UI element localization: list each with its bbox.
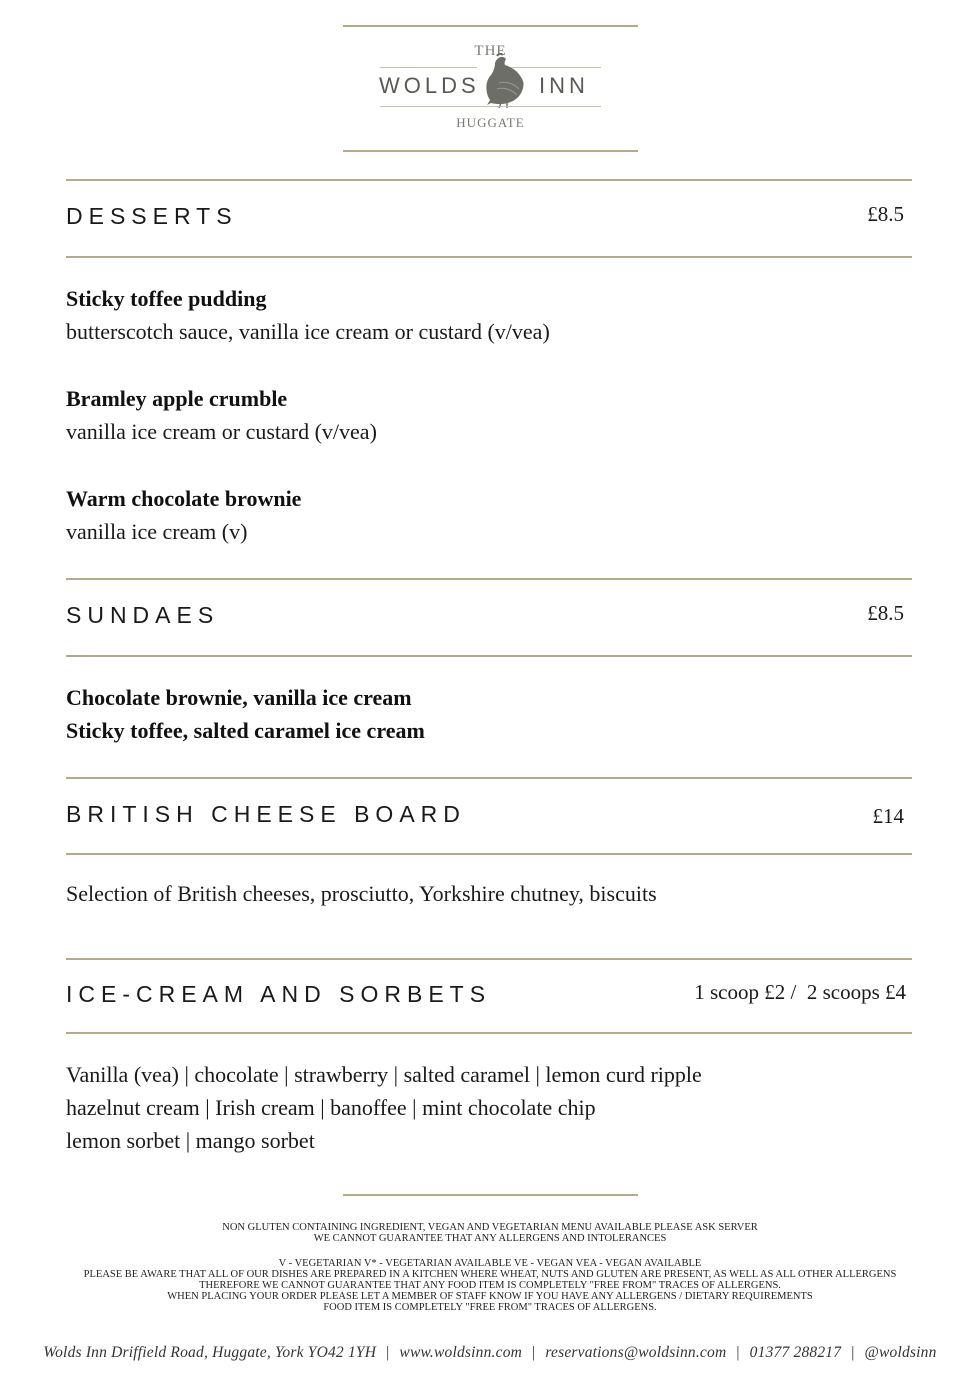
footer-email[interactable]: reservations@woldsinn.com (545, 1344, 727, 1361)
section-rule (66, 958, 912, 960)
notice-line: WHEN PLACING YOUR ORDER PLEASE LET A MEMBER OF STAFF KNOW IF YOU HAVE ANY ALLERGENS / DIETARY REQUIREMENTS (167, 1291, 813, 1302)
notice-line: THEREFORE WE CANNOT GUARANTEE THAT ANY FOOD ITEM IS COMPLETELY "FREE FROM" TRACES OF ALLERGENS. (199, 1280, 781, 1291)
quail-icon (481, 53, 531, 109)
dessert-desc: vanilla ice cream (v) (66, 519, 248, 544)
desserts-heading: DESSERTS (66, 203, 238, 229)
notice-line: NON GLUTEN CONTAINING INGREDIENT, VEGAN AND VEGETARIAN MENU AVAILABLE PLEASE ASK SERVER (222, 1222, 758, 1233)
notice-line: V - VEGETARIAN V* - VEGETARIAN AVAILABLE VE - VEGAN VEA - VEGAN AVAILABLE (278, 1258, 702, 1269)
icecream-heading: ICE-CREAM AND SORBETS (66, 981, 492, 1007)
section-rule (66, 1032, 912, 1034)
notice-line: FOOD ITEM IS COMPLETELY "FREE FROM" TRACES OF ALLERGENS. (323, 1302, 657, 1313)
logo-inner-line (380, 106, 601, 107)
notice-line: PLEASE BE AWARE THAT ALL OF OUR DISHES ARE PREPARED IN A KITCHEN WHERE WHEAT, NUTS AND GLUTEN ARE PRESENT, AS WELL AS ALL OTHER ALLERGENS (83, 1269, 897, 1280)
footer-separator: | (532, 1344, 536, 1361)
cheese-heading: BRITISH CHEESE BOARD (66, 801, 466, 827)
section-rule (66, 256, 912, 258)
sundaes-heading: SUNDAES (66, 602, 220, 628)
footer-separator: | (386, 1344, 390, 1361)
contact-footer (0, 1344, 980, 1362)
allergen-notice (0, 1222, 980, 1244)
section-rule (66, 578, 912, 580)
icecream-flavours: Vanilla (vea) | chocolate | strawberry | salted caramel | lemon curd ripple (66, 1062, 702, 1087)
sundae-item: Sticky toffee, salted caramel ice cream (66, 718, 425, 743)
inn-logo (343, 25, 638, 152)
notice-line: WE CANNOT GUARANTEE THAT ANY ALLERGENS AND INTOLERANCES (313, 1233, 667, 1244)
dessert-name: Bramley apple crumble (66, 386, 288, 411)
icecream-price: 1 scoop £2 / 2 scoops £4 (694, 980, 906, 1004)
logo-inner-line (380, 67, 477, 68)
footer-phone[interactable]: 01377 288217 (749, 1344, 842, 1361)
section-rule (66, 777, 912, 779)
dietary-key (0, 1258, 980, 1313)
sundaes-price: £8.5 (867, 601, 904, 625)
section-rule (66, 179, 912, 181)
logo-location: HUGGATE (456, 115, 525, 130)
logo-inn: INN (539, 73, 589, 98)
dessert-desc: vanilla ice cream or custard (v/vea) (66, 419, 377, 444)
logo-wolds: WOLDS (379, 73, 480, 98)
logo-top-rule (343, 25, 638, 27)
cheese-desc: Selection of British cheeses, prosciutto, Yorkshire chutney, biscuits (66, 881, 657, 906)
cheese-price: £14 (872, 804, 904, 828)
logo-the: THE (474, 43, 507, 59)
footer-website[interactable]: www.woldsinn.com (399, 1344, 523, 1361)
footer-separator: | (736, 1344, 740, 1361)
footer-separator: | (851, 1344, 855, 1361)
logo-bottom-rule (343, 150, 638, 152)
dessert-name: Warm chocolate brownie (66, 486, 302, 511)
section-rule (66, 655, 912, 657)
sundae-item: Chocolate brownie, vanilla ice cream (66, 685, 412, 710)
desserts-price: £8.5 (867, 202, 904, 226)
dessert-desc: butterscotch sauce, vanilla ice cream or custard (v/vea) (66, 319, 550, 344)
icecream-flavours: hazelnut cream | Irish cream | banoffee | mint chocolate chip (66, 1095, 596, 1120)
icecream-flavours: lemon sorbet | mango sorbet (66, 1128, 315, 1153)
dessert-name: Sticky toffee pudding (66, 286, 267, 311)
notes-rule (343, 1194, 638, 1196)
footer-social[interactable]: @woldsinn (864, 1344, 937, 1361)
footer-address: Wolds Inn Driffield Road, Huggate, York YO42 1YH (43, 1344, 377, 1361)
section-rule (66, 853, 912, 855)
